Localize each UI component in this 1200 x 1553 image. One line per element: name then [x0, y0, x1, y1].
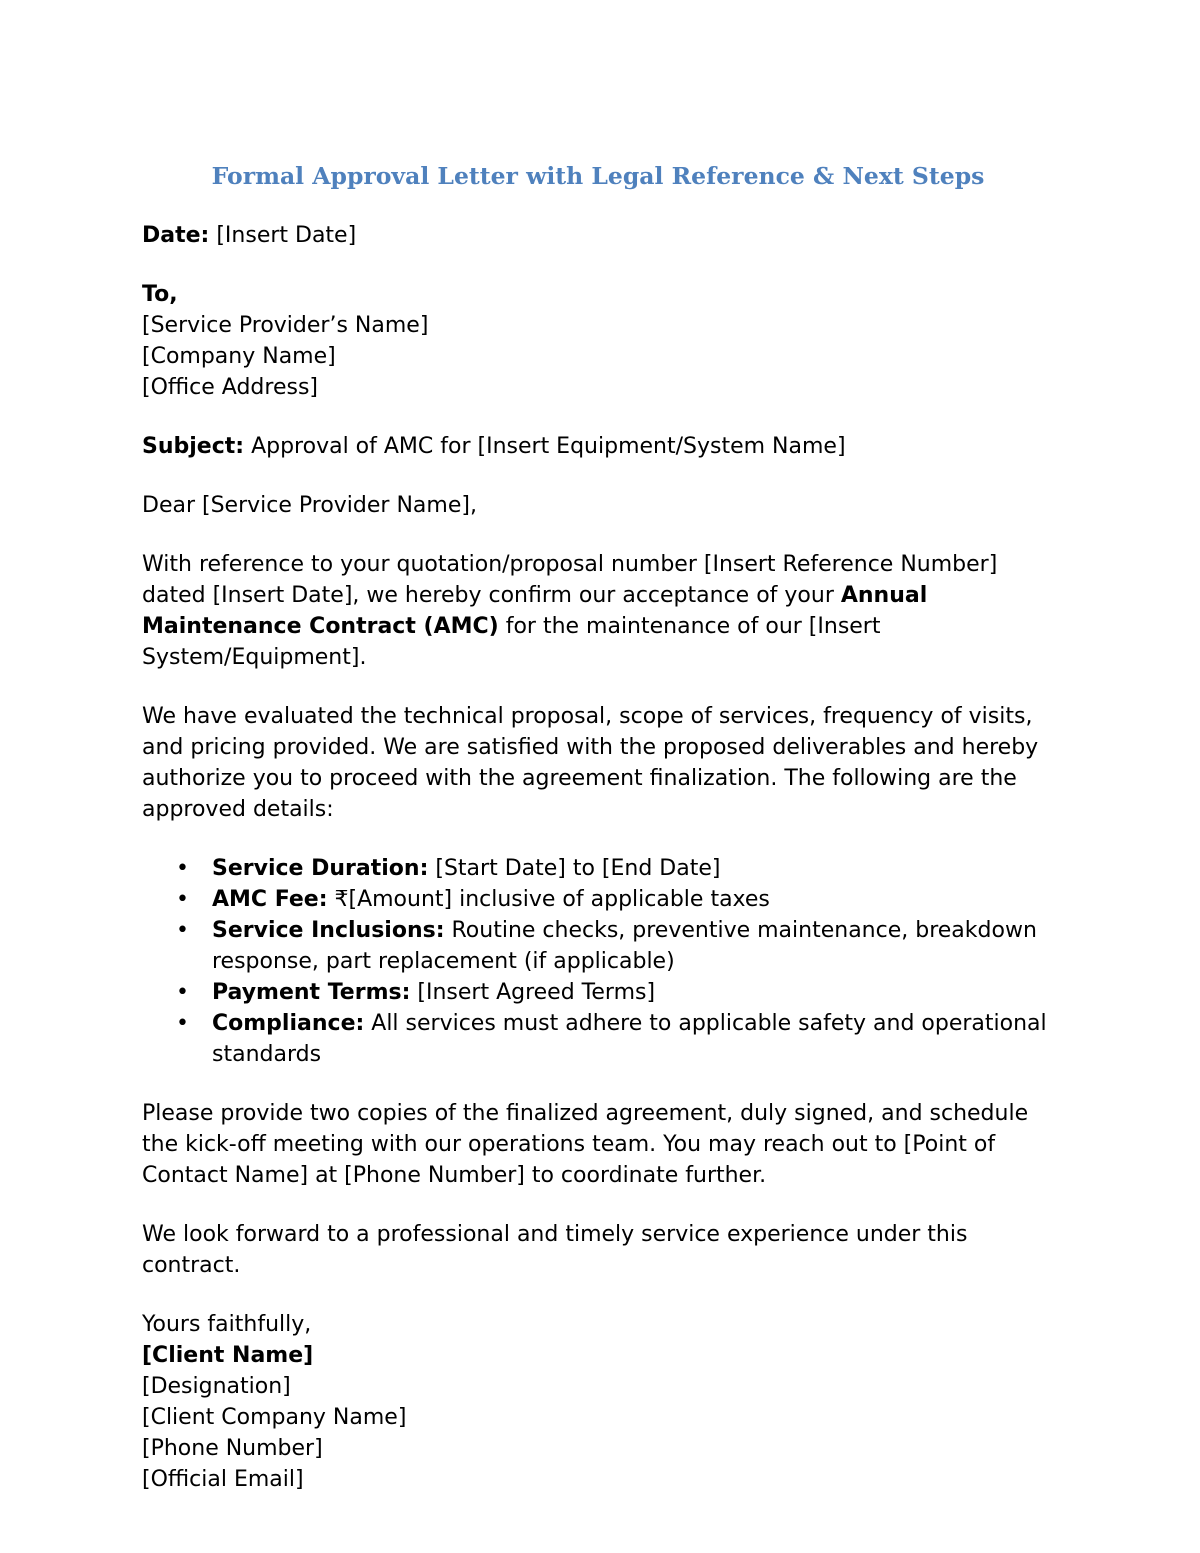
paragraph-evaluation: We have evaluated the technical proposal, scope of services, frequency of visits, and pricing provided. We are satisfied with the proposed deliverables and hereby authorize you to proceed with the agreement finalization. The following are the approved details:: [142, 704, 1039, 822]
recipient-block: [142, 279, 1062, 403]
recipient-address: [Office Address]: [142, 375, 318, 400]
designation: [Designation]: [142, 1374, 291, 1399]
recipient-company: [Company Name]: [142, 344, 336, 369]
detail-label: Service Duration:: [212, 856, 429, 881]
bullet-icon: •: [176, 918, 189, 943]
page-title: Formal Approval Letter with Legal Reference & Next Steps: [211, 162, 985, 190]
approved-details-list: [142, 853, 1062, 1070]
signature-block: [142, 1309, 1062, 1495]
client-name: [Client Name]: [142, 1343, 314, 1368]
amc-term: Annual Maintenance Contract (AMC): [142, 583, 928, 639]
paragraph-reference-text: With reference to your quotation/proposal number [Insert Reference Number] dated [Insert Date], we hereby confirm our acceptance of your: [142, 552, 998, 608]
date-label: Date:: [142, 223, 210, 248]
paragraph-reference-end: for the maintenance of our [Insert System/Equipment].: [142, 614, 881, 670]
list-item: [142, 1008, 1062, 1070]
salutation: Dear [Service Provider Name],: [142, 493, 477, 518]
to-label: To,: [142, 282, 178, 307]
detail-label: Payment Terms:: [212, 980, 411, 1005]
detail-label: AMC Fee:: [212, 887, 328, 912]
subject-value: Approval of AMC for [Insert Equipment/System Name]: [244, 434, 846, 459]
bullet-icon: •: [176, 887, 189, 912]
recipient-name: [Service Provider’s Name]: [142, 313, 429, 338]
bullet-icon: •: [176, 980, 189, 1005]
detail-label: Service Inclusions:: [212, 918, 445, 943]
list-item: [142, 977, 1062, 1008]
detail-label: Compliance:: [212, 1011, 365, 1036]
subject-line: [142, 431, 1062, 462]
date-line: [142, 220, 1062, 251]
list-item: [142, 853, 1062, 884]
letter-body: [142, 158, 1062, 1495]
client-company: [Client Company Name]: [142, 1405, 407, 1430]
detail-value: All services must adhere to applicable safety and operational standards: [212, 1011, 1047, 1067]
detail-value: Routine checks, preventive maintenance, breakdown response, part replacement (if applicable): [212, 918, 1037, 974]
paragraph-closing: We look forward to a professional and timely service experience under this contract.: [142, 1222, 968, 1278]
date-value: [Insert Date]: [209, 223, 357, 248]
subject-label: Subject:: [142, 434, 245, 459]
detail-value: ₹[Amount] inclusive of applicable taxes: [327, 887, 770, 912]
detail-value: [Start Date] to [End Date]: [428, 856, 721, 881]
bullet-icon: •: [176, 1011, 189, 1036]
list-item: [142, 915, 1062, 977]
list-item: [142, 884, 1062, 915]
bullet-icon: •: [176, 856, 189, 881]
official-email: [Official Email]: [142, 1467, 304, 1492]
phone-number: [Phone Number]: [142, 1436, 323, 1461]
paragraph-next-steps: Please provide two copies of the finalized agreement, duly signed, and schedule the kick-off meeting with our operations team. You may reach out to [Point of Contact Name] at [Phone Number] to coordinate further.: [142, 1101, 1029, 1188]
paragraph-reference: [142, 549, 1062, 673]
detail-value: [Insert Agreed Terms]: [410, 980, 656, 1005]
closing-phrase: Yours faithfully,: [142, 1312, 312, 1337]
